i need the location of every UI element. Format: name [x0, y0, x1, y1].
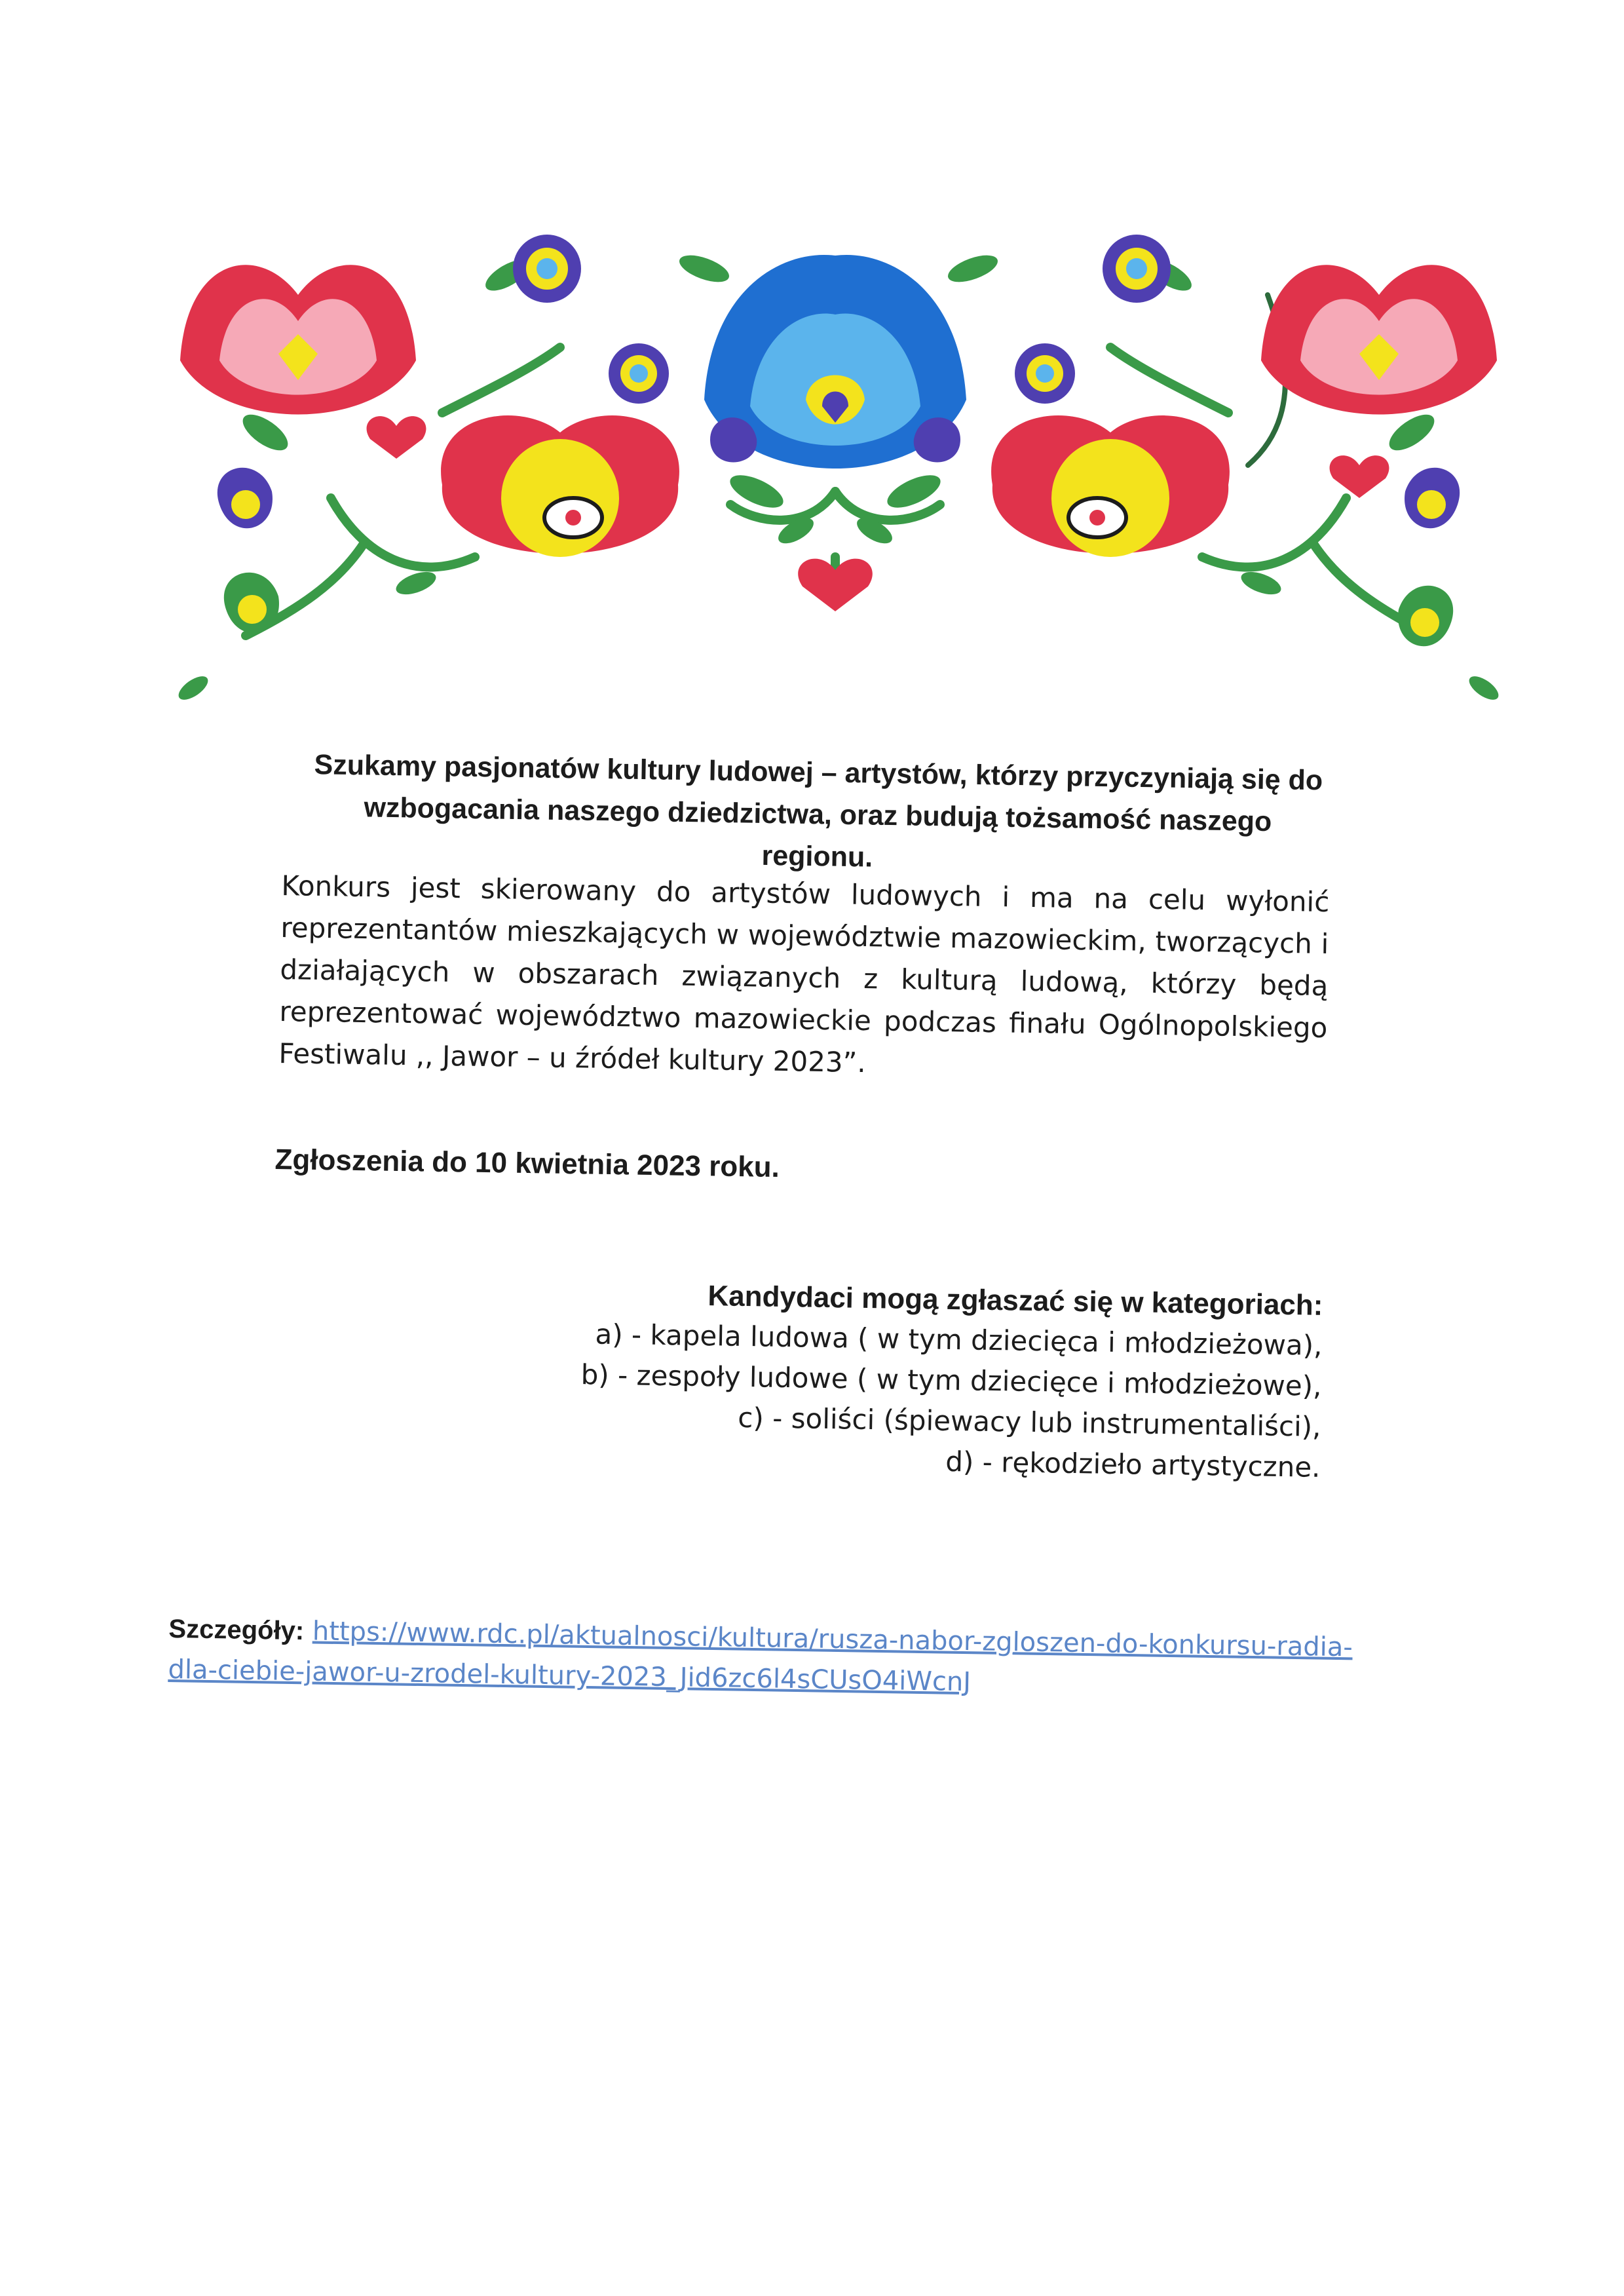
categories-heading: Kandydaci mogą zgłaszać się w kategoriach: [708, 1280, 1323, 1322]
category-item: d) - rękodzieło artystyczne. [945, 1445, 1321, 1483]
categories-block [573, 1274, 1323, 1488]
headline: Szukamy pasjonatów kultury ludowej – artystów, którzy przyczyniają się do wzbogacania naszego dziedzictwa, oraz budują tożsamość naszego regionu. [314, 749, 1323, 873]
red-flower-right [991, 415, 1230, 557]
details-link[interactable]: https://www.rdc.pl/aktualnosci/kultura/rusza-nabor-zgloszen-do-konkursu-radia-dla-ciebie-jawor-u-zrodel-kultury-2023_Jid6zc6l4sCUsO4iWcnJ [168, 1616, 1353, 1698]
category-item: b) - zespoły ludowe ( w tym dziecięce i młodzieżowe), [580, 1358, 1322, 1402]
category-item: c) - soliści (śpiewacy lub instrumentaliści), [738, 1401, 1321, 1443]
category-item: a) - kapela ludowa ( w tym dziecięca i młodzieżowa), [595, 1318, 1323, 1362]
intro-paragraph: Konkurs jest skierowany do artystów ludowych i ma na celu wyłonić reprezentantów mieszkających w województwie mazowieckim, tworzących i działających w obszarach związanych z kulturą ludową, którzy będą reprezentować województwo mazowieckie podczas finału Ogólnopolskiego Festiwalu ,, Jawor – u źródeł kultury 2023”. [278, 869, 1330, 1079]
details-label: Szczegóły: [168, 1614, 305, 1646]
folk-floral-ornament [167, 216, 1510, 734]
red-flower-left [441, 415, 679, 557]
pink-flower-right [1261, 265, 1497, 414]
pink-flower-left [180, 265, 416, 414]
details-block [168, 1609, 1361, 1709]
deadline-text: Zgłoszenia do 10 kwietnia 2023 roku. [274, 1143, 780, 1184]
